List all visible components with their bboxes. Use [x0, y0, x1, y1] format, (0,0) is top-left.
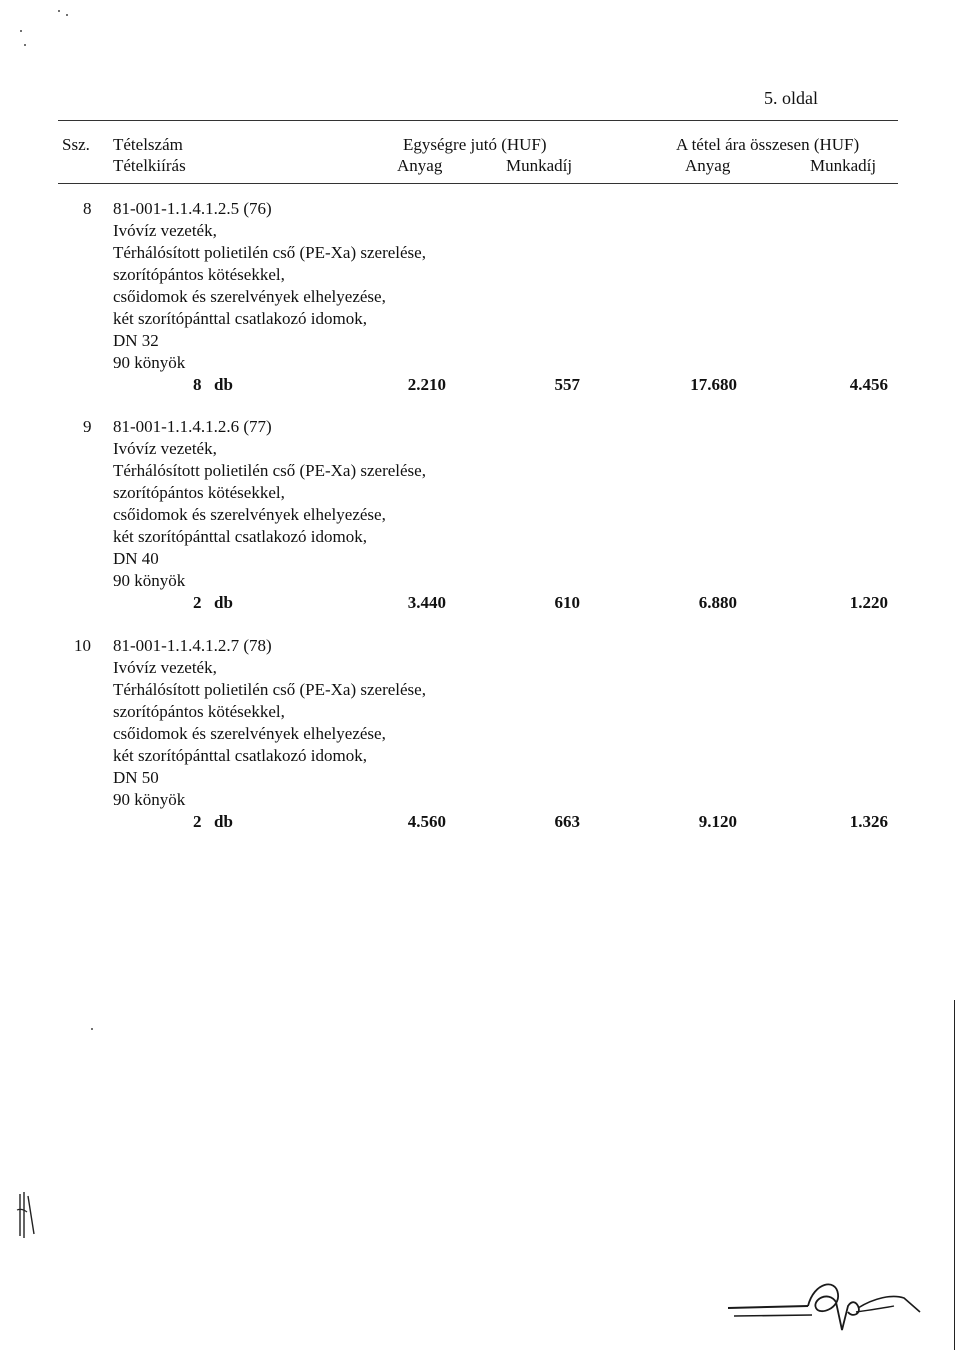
item-total-munkadij: 1.220 — [849, 593, 888, 612]
item-unit: db — [214, 593, 233, 612]
item-line: csőidomok és szerelvények elhelyezése, — [113, 287, 386, 306]
item-code: 81-001-1.1.4.1.2.7 (78) — [113, 636, 272, 655]
item-line: 90 könyök — [113, 571, 186, 590]
item-quantity: 2 — [193, 812, 202, 831]
item-total-munkadij: 1.326 — [849, 812, 888, 831]
item-line: Térhálósított polietilén cső (PE-Xa) szerelése, — [113, 680, 426, 699]
signature-icon — [724, 1272, 924, 1338]
item-unit-munkadij: 557 — [554, 375, 580, 394]
item-line: szorítópántos kötésekkel, — [113, 483, 285, 502]
header-unit-group: Egységre jutó (HUF) — [403, 135, 547, 154]
item-unit-anyag: 3.440 — [407, 593, 446, 612]
item-line: Ivóvíz vezeték, — [113, 658, 217, 677]
header-unit-munkadij: Munkadíj — [506, 156, 573, 175]
header-total-anyag: Anyag — [685, 156, 731, 175]
item-line: DN 32 — [113, 331, 159, 350]
item-line: 90 könyök — [113, 790, 186, 809]
item-line: csőidomok és szerelvények elhelyezése, — [113, 505, 386, 524]
page-number: 5. oldal — [764, 88, 818, 108]
header-tetelkiiras: Tételkiírás — [113, 156, 186, 175]
item-line: Ivóvíz vezeték, — [113, 221, 217, 240]
item-code: 81-001-1.1.4.1.2.5 (76) — [113, 199, 272, 218]
item-unit-munkadij: 610 — [554, 593, 580, 612]
scan-speck — [66, 14, 68, 16]
header-total-munkadij: Munkadíj — [810, 156, 877, 175]
scan-edge-line — [954, 1000, 955, 1350]
item-unit: db — [214, 375, 233, 394]
item-line: szorítópántos kötésekkel, — [113, 702, 285, 721]
header-unit-anyag: Anyag — [397, 156, 443, 175]
item-ssz: 9 — [83, 417, 92, 436]
header-ssz: Ssz. — [62, 135, 90, 154]
item-total-munkadij: 4.456 — [849, 375, 888, 394]
header-bottom-rule — [58, 183, 898, 184]
item-line: szorítópántos kötésekkel, — [113, 265, 285, 284]
scan-speck — [58, 10, 60, 12]
scan-speck — [91, 1028, 93, 1030]
item-line: két szorítópánttal csatlakozó idomok, — [113, 746, 367, 765]
header-total-group: A tétel ára összesen (HUF) — [676, 135, 860, 154]
item-unit: db — [214, 812, 233, 831]
item-line: 90 könyök — [113, 353, 186, 372]
item-line: Térhálósított polietilén cső (PE-Xa) szerelése, — [113, 461, 426, 480]
item-total-anyag: 6.880 — [698, 593, 737, 612]
item-quantity: 8 — [193, 375, 202, 394]
item-quantity: 2 — [193, 593, 202, 612]
item-line: Térhálósított polietilén cső (PE-Xa) szerelése, — [113, 243, 426, 262]
header-tetelszam: Tételszám — [113, 135, 183, 154]
item-line: DN 40 — [113, 549, 159, 568]
item-total-anyag: 17.680 — [690, 375, 737, 394]
item-line: Ivóvíz vezeték, — [113, 439, 217, 458]
item-unit-anyag: 2.210 — [407, 375, 446, 394]
item-line: két szorítópánttal csatlakozó idomok, — [113, 309, 367, 328]
header-top-rule — [58, 120, 898, 121]
item-code: 81-001-1.1.4.1.2.6 (77) — [113, 417, 272, 436]
scan-speck — [20, 30, 22, 32]
item-ssz: 8 — [83, 199, 92, 218]
item-line: DN 50 — [113, 768, 159, 787]
item-ssz: 10 — [74, 636, 91, 655]
item-line: csőidomok és szerelvények elhelyezése, — [113, 724, 386, 743]
margin-mark-icon — [14, 1190, 38, 1240]
item-total-anyag: 9.120 — [698, 812, 737, 831]
item-unit-anyag: 4.560 — [407, 812, 446, 831]
item-line: két szorítópánttal csatlakozó idomok, — [113, 527, 367, 546]
scan-speck — [24, 44, 26, 46]
item-unit-munkadij: 663 — [554, 812, 580, 831]
